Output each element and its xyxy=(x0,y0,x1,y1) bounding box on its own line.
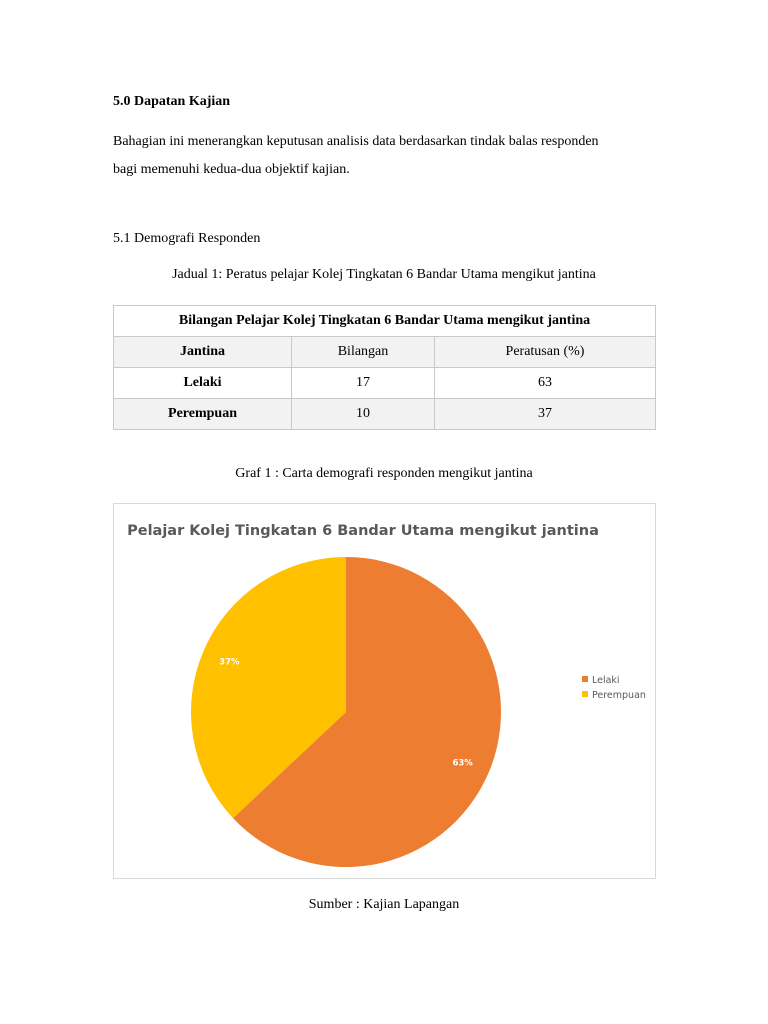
gender-table xyxy=(113,305,656,430)
table-header-row xyxy=(114,337,656,368)
header-jantina: Jantina xyxy=(114,337,292,368)
slice-label-lelaki: 63% xyxy=(452,758,473,769)
paragraph-line: bagi memenuhi kedua-dua objektif kajian. xyxy=(113,162,350,177)
subsection-heading: 5.1 Demografi Responden xyxy=(113,231,261,246)
graph-caption: Graf 1 : Carta demografi responden mengikut jantina xyxy=(235,466,533,481)
cell-percent: 37 xyxy=(435,399,656,430)
source-caption: Sumber : Kajian Lapangan xyxy=(308,897,460,912)
table-row xyxy=(114,368,656,399)
cell-count: 17 xyxy=(292,368,435,399)
table-caption: Jadual 1: Peratus pelajar Kolej Tingkatan 6 Bandar Utama mengikut jantina xyxy=(172,267,596,282)
cell-percent: 63 xyxy=(435,368,656,399)
pie-chart xyxy=(113,503,656,879)
section-heading: 5.0 Dapatan Kajian xyxy=(113,94,231,109)
paragraph-line: Bahagian ini menerangkan keputusan analisis data berdasarkan tindak balas responden xyxy=(113,134,599,149)
legend-label: Lelaki xyxy=(592,675,620,686)
section-paragraph xyxy=(113,128,658,184)
chart-title: Pelajar Kolej Tingkatan 6 Bandar Utama mengikut jantina xyxy=(127,523,599,539)
table-row xyxy=(114,399,656,430)
table-title: Bilangan Pelajar Kolej Tingkatan 6 Bandar Utama mengikut jantina xyxy=(114,306,656,337)
cell-count: 10 xyxy=(292,399,435,430)
cell-gender: Lelaki xyxy=(114,368,292,399)
legend-swatch xyxy=(582,691,588,697)
pie-chart-svg xyxy=(114,504,655,878)
slice-label-perempuan: 37% xyxy=(219,657,240,668)
header-bilangan: Bilangan xyxy=(292,337,435,368)
header-peratusan: Peratusan (%) xyxy=(435,337,656,368)
cell-gender: Perempuan xyxy=(114,399,292,430)
legend-label: Perempuan xyxy=(592,690,646,701)
legend-swatch xyxy=(582,676,588,682)
